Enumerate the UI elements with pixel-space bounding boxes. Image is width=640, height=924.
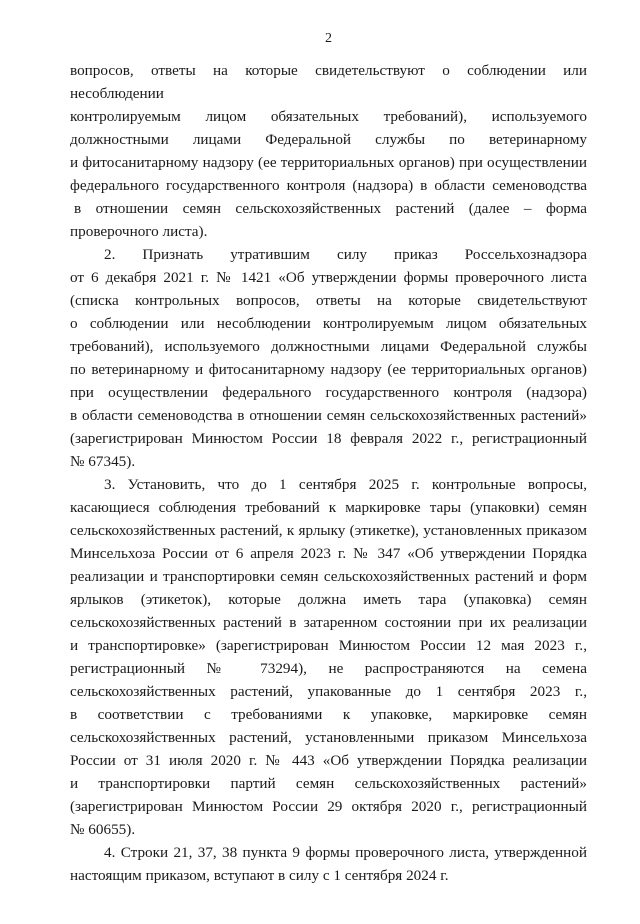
text-line: требований), используемого должностными лицами Федеральной службы bbox=[70, 338, 587, 355]
text-line: России от 31 июля 2020 г. № 443 «Об утверждении Порядка реализации bbox=[70, 752, 587, 769]
text-line: 4. Строки 21, 37, 38 пункта 9 формы проверочного листа, утвержденной bbox=[104, 844, 587, 861]
text-line: № 60655). bbox=[70, 821, 136, 838]
text-line: в отношении семян сельскохозяйственных растений (далее – форма bbox=[74, 200, 587, 217]
text-line: контролируемым лицом обязательных требований), используемого bbox=[70, 108, 587, 125]
text-line: в области семеноводства в отношении семян сельскохозяйственных растений» bbox=[70, 407, 587, 424]
text-line: сельскохозяйственных растений в затаренном состоянии при их реализации bbox=[70, 614, 587, 631]
text-line: регистрационный № 73294), не распространяются на семена bbox=[70, 660, 587, 677]
page-number: 2 bbox=[325, 31, 332, 46]
text-line: № 67345). bbox=[70, 453, 136, 470]
text-line: по ветеринарному и фитосанитарному надзору (ее территориальных органов) bbox=[70, 361, 587, 378]
text-line: 2. Признать утратившим силу приказ Россельхознадзора bbox=[104, 246, 587, 263]
text-line: 3. Установить, что до 1 сентября 2025 г. контрольные вопросы, bbox=[104, 476, 587, 493]
paragraph-4 bbox=[70, 841, 587, 887]
text-line: от 6 декабря 2021 г. № 1421 «Об утверждении формы проверочного листа bbox=[70, 269, 587, 286]
text-line: должностными лицами Федеральной службы по ветеринарному bbox=[70, 131, 587, 148]
text-line: в соответствии с требованиями к упаковке, маркировке семян bbox=[70, 706, 587, 723]
text-line: (зарегистрирован Минюстом России 29 октября 2020 г., регистрационный bbox=[70, 798, 587, 815]
text-line: ярлыков (этикеток), которые должна иметь тара (упаковка) семян bbox=[70, 591, 587, 608]
text-line: и транспортировке» (зарегистрирован Минюстом России 12 мая 2023 г., bbox=[70, 637, 587, 654]
text-line: сельскохозяйственных растений, к ярлыку (этикетке), установленных приказом bbox=[70, 522, 587, 539]
text-line: (зарегистрирован Минюстом России 18 февраля 2022 г., регистрационный bbox=[70, 430, 587, 447]
text-line: Минсельхоза России от 6 апреля 2023 г. № 347 «Об утверждении Порядка bbox=[70, 545, 587, 562]
text-line: при осуществлении федерального государственного контроля (надзора) bbox=[70, 384, 587, 401]
paragraph-3 bbox=[70, 473, 587, 841]
text-line: касающиеся соблюдения требований к маркировке тары (упаковки) семян bbox=[70, 499, 587, 516]
text-line: федерального государственного контроля (надзора) в области семеноводства bbox=[70, 177, 587, 194]
text-line: настоящим приказом, вступают в силу с 1 сентября 2024 г. bbox=[70, 867, 449, 884]
paragraph-2 bbox=[70, 243, 587, 473]
text-line: и фитосанитарному надзору (ее территориальных органов) при осуществлении bbox=[70, 154, 587, 171]
text-line: и транспортировки партий семян сельскохозяйственных растений» bbox=[70, 775, 587, 792]
text-line: (списка контрольных вопросов, ответы на которые свидетельствуют bbox=[70, 292, 587, 309]
text-line: вопросов, ответы на которые свидетельствуют о соблюдении или несоблюдении bbox=[70, 62, 587, 102]
text-line: реализации и транспортировки семян сельскохозяйственных растений и форм bbox=[70, 568, 587, 585]
text-line: сельскохозяйственных растений, упакованные до 1 сентября 2023 г., bbox=[70, 683, 587, 700]
paragraph-1-continuation bbox=[70, 59, 587, 243]
text-line: сельскохозяйственных растений, установленными приказом Минсельхоза bbox=[70, 729, 587, 746]
text-line: о соблюдении или несоблюдении контролируемым лицом обязательных bbox=[70, 315, 587, 332]
text-line: проверочного листа). bbox=[70, 223, 208, 240]
